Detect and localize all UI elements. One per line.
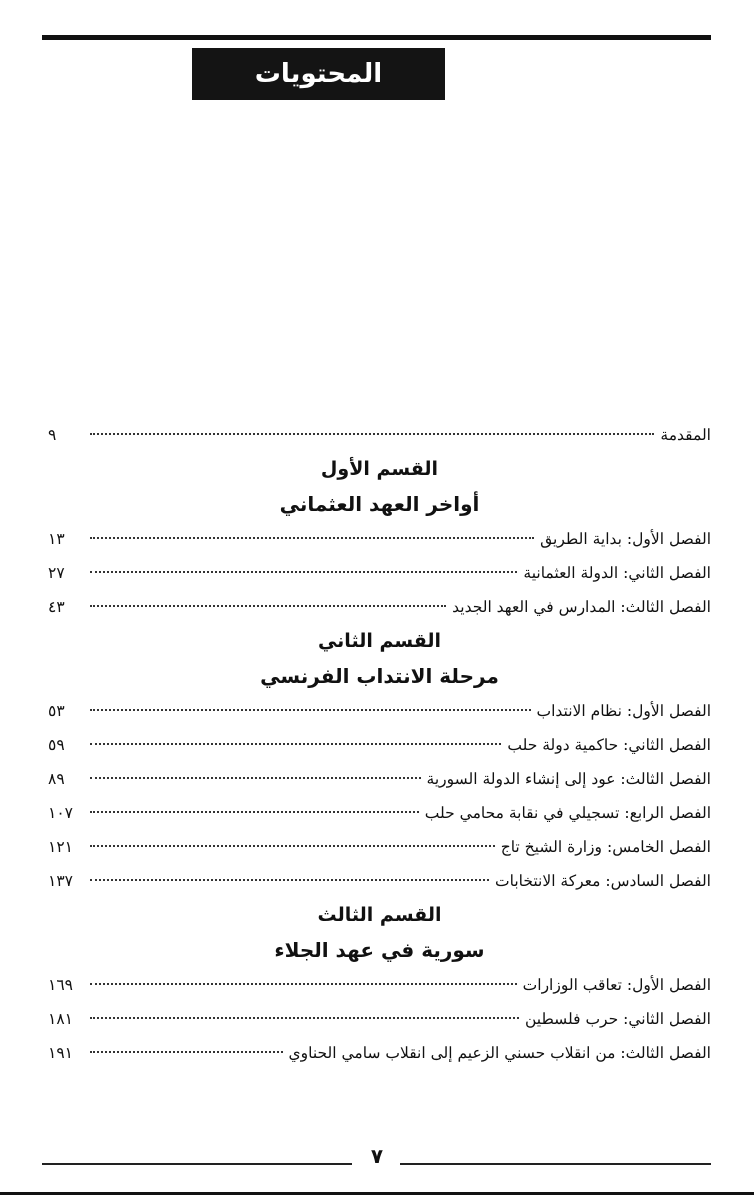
toc-entry[interactable] bbox=[48, 1036, 711, 1070]
toc-entry[interactable] bbox=[48, 590, 711, 624]
bottom-edge-rule bbox=[0, 1192, 754, 1195]
toc-page-number: ٩ bbox=[48, 426, 57, 444]
chapter-title: حاكمية دولة حلب bbox=[507, 736, 619, 754]
chapter-number: الفصل الأول: bbox=[626, 702, 711, 720]
dot-leader bbox=[90, 537, 534, 539]
toc-entry-label: المقدمة bbox=[660, 426, 711, 444]
chapter-title: وزارة الشيخ تاج bbox=[500, 838, 603, 856]
dot-leader bbox=[90, 811, 419, 813]
footer-rule-right bbox=[400, 1163, 711, 1165]
footer-rule-left bbox=[42, 1163, 352, 1165]
dot-leader bbox=[90, 433, 654, 435]
contents-title: المحتويات bbox=[254, 59, 383, 89]
toc-page-number: ١٠٧ bbox=[48, 804, 73, 822]
table-of-contents bbox=[48, 418, 711, 1070]
toc-entry-intro[interactable] bbox=[48, 418, 711, 452]
chapter-title: حرب فلسطين bbox=[524, 1010, 619, 1028]
chapter-title: تعاقب الوزارات bbox=[522, 976, 622, 994]
toc-entry[interactable] bbox=[48, 694, 711, 728]
dot-leader bbox=[90, 1017, 519, 1019]
toc-page-number: ١٣٧ bbox=[48, 872, 73, 890]
dot-leader bbox=[90, 879, 489, 881]
toc-page-number: ١٣ bbox=[48, 530, 65, 548]
chapter-number: الفصل الأول: bbox=[626, 530, 711, 548]
top-rule bbox=[42, 35, 711, 40]
chapter-title: نظام الانتداب bbox=[536, 702, 622, 720]
chapter-title: معركة الانتخابات bbox=[495, 872, 601, 890]
toc-entry[interactable] bbox=[48, 522, 711, 556]
part-heading: القسم الثالث bbox=[317, 904, 442, 926]
chapter-number: الفصل الخامس: bbox=[606, 838, 711, 856]
toc-page-number: ٢٧ bbox=[48, 564, 65, 582]
toc-page-number: ٥٣ bbox=[48, 702, 65, 720]
part-title: مرحلة الانتداب الفرنسي bbox=[260, 664, 499, 688]
part-heading: القسم الأول bbox=[320, 458, 439, 480]
toc-entry[interactable] bbox=[48, 968, 711, 1002]
chapter-number: الفصل الثالث: bbox=[620, 598, 711, 616]
toc-entry[interactable] bbox=[48, 864, 711, 898]
toc-page-number: ١٨١ bbox=[48, 1010, 73, 1028]
chapter-title: تسجيلي في نقابة محامي حلب bbox=[424, 804, 620, 822]
chapter-number: الفصل الثاني: bbox=[623, 1010, 711, 1028]
chapter-title: عود إلى إنشاء الدولة السورية bbox=[426, 770, 616, 788]
chapter-title: المدارس في العهد الجديد bbox=[452, 598, 616, 616]
dot-leader bbox=[90, 1051, 283, 1053]
toc-entry[interactable] bbox=[48, 830, 711, 864]
dot-leader bbox=[90, 845, 495, 847]
chapter-title: بداية الطريق bbox=[540, 530, 622, 548]
chapter-number: الفصل الثالث: bbox=[620, 1044, 711, 1062]
chapter-number: الفصل السادس: bbox=[605, 872, 711, 890]
toc-entry[interactable] bbox=[48, 796, 711, 830]
dot-leader bbox=[90, 983, 517, 985]
part-heading: القسم الثاني bbox=[317, 630, 442, 652]
toc-entry[interactable] bbox=[48, 762, 711, 796]
chapter-number: الفصل الرابع: bbox=[624, 804, 711, 822]
dot-leader bbox=[90, 743, 501, 745]
chapter-number: الفصل الأول: bbox=[626, 976, 711, 994]
chapter-number: الفصل الثالث: bbox=[620, 770, 711, 788]
toc-page-number: ١٢١ bbox=[48, 838, 73, 856]
toc-page-number: ٥٩ bbox=[48, 736, 65, 754]
page-footer bbox=[42, 1146, 711, 1176]
dot-leader bbox=[90, 571, 517, 573]
dot-leader bbox=[90, 777, 421, 779]
chapter-number: الفصل الثاني: bbox=[623, 564, 711, 582]
chapter-title: الدولة العثمانية bbox=[523, 564, 619, 582]
part-title: أواخر العهد العثماني bbox=[279, 492, 480, 516]
toc-page-number: ٤٣ bbox=[48, 598, 65, 616]
part-title: سورية في عهد الجلاء bbox=[274, 938, 485, 962]
contents-title-box bbox=[192, 48, 445, 100]
toc-entry[interactable] bbox=[48, 1002, 711, 1036]
chapter-title: من انقلاب حسني الزعيم إلى انقلاب سامي الحناوي bbox=[288, 1044, 616, 1062]
toc-page-number: ١٦٩ bbox=[48, 976, 73, 994]
toc-entry[interactable] bbox=[48, 728, 711, 762]
toc-entry[interactable] bbox=[48, 556, 711, 590]
dot-leader bbox=[90, 605, 446, 607]
chapter-number: الفصل الثاني: bbox=[623, 736, 711, 754]
toc-page-number: ١٩١ bbox=[48, 1044, 73, 1062]
dot-leader bbox=[90, 709, 531, 711]
page-number: ٧ bbox=[370, 1144, 384, 1168]
toc-page-number: ٨٩ bbox=[48, 770, 65, 788]
